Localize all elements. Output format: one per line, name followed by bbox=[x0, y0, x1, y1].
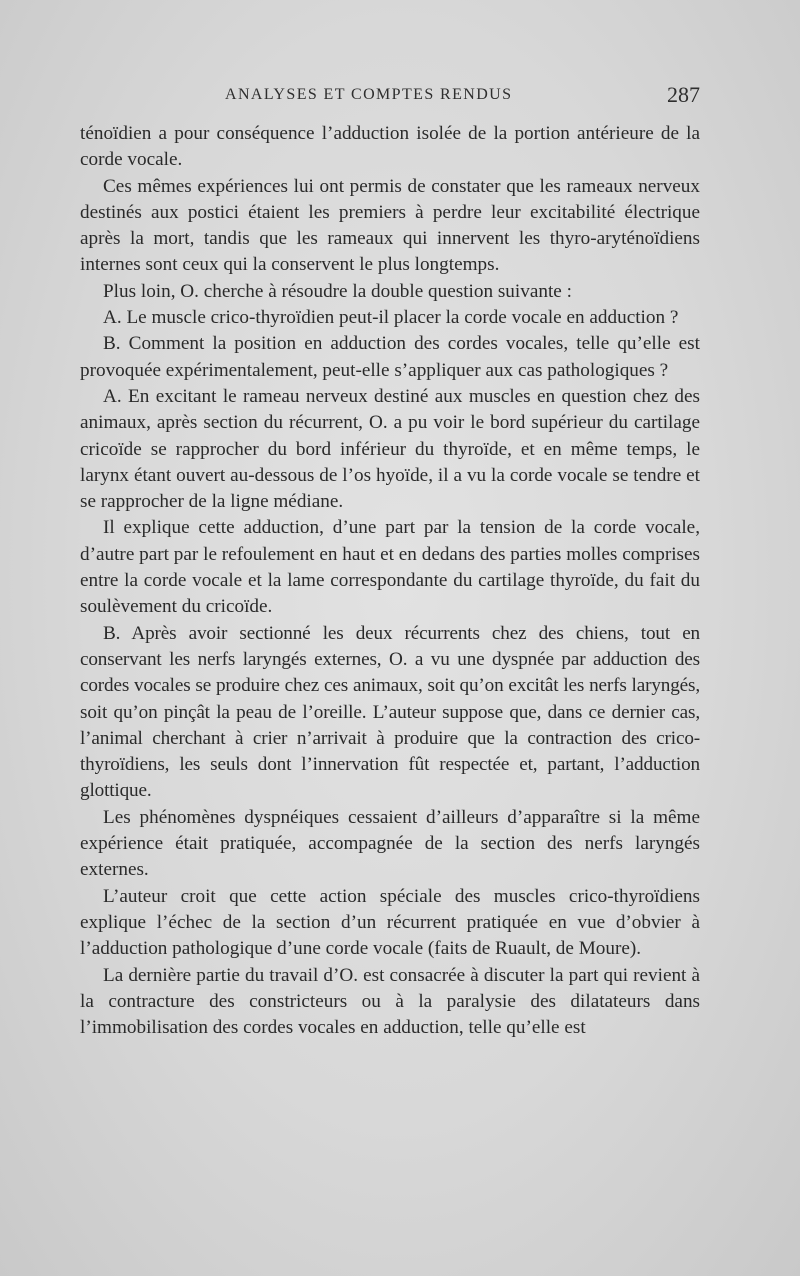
paragraph-8: B. Après avoir sectionné les deux récurrents chez des chiens, tout en conservant les nerfs laryngés externes, O. a vu une dyspnée par adduction des cordes vocales se produire chez ces animaux, soit qu’on excitât les nerfs laryngés, soit qu’on pinçât la peau de l’oreille. L’auteur suppose que, dans ce dernier cas, l’animal cherchant à crier n’arrivait à produire que la contraction des crico-thyroïdiens, les seuls dont l’innervation fût respectée et, partant, l’adduction glottique. bbox=[80, 622, 700, 802]
running-head: ANALYSES ET COMPTES RENDUS bbox=[225, 86, 513, 103]
paragraph-7: Il explique cette adduction, d’une part par la tension de la corde vocale, d’autre part par le refoulement en haut et en dedans des parties molles comprises entre la corde vocale et la lame correspondante du cartilage thyroïde, du fait du soulèvement du cricoïde. bbox=[80, 517, 700, 618]
paragraph-4: A. Le muscle crico-thyroïdien peut-il placer la corde vocale en adduction ? bbox=[103, 307, 679, 329]
body-text bbox=[80, 121, 700, 1041]
page-number: 287 bbox=[667, 82, 700, 107]
paragraph-5: B. Comment la position en adduction des cordes vocales, telle qu’elle est provoquée expérimentalement, peut-elle s’appliquer aux cas pathologiques ? bbox=[80, 333, 700, 381]
paragraph-3: Plus loin, O. cherche à résoudre la double question suivante : bbox=[103, 280, 572, 302]
paragraph-1: ténoïdien a pour conséquence l’adduction isolée de la portion antérieure de la corde vocale. bbox=[80, 123, 700, 171]
paragraph-9: Les phénomènes dyspnéiques cessaient d’ailleurs d’apparaître si la même expérience était pratiquée, accompagnée de la section des nerfs laryngés externes. bbox=[80, 806, 700, 881]
paragraph-11: La dernière partie du travail d’O. est consacrée à discuter la part qui revient à la contracture des constricteurs ou à la paralysie des dilatateurs dans l’immobilisation des cordes vocales en adduction, telle qu’elle est bbox=[80, 964, 700, 1039]
paragraph-2: Ces mêmes expériences lui ont permis de constater que les rameaux nerveux destinés aux postici étaient les premiers à perdre leur excitabilité électrique après la mort, tandis que les rameaux qui innervent les thyro-aryténoïdiens internes sont ceux qui la conservent le plus longtemps. bbox=[80, 175, 700, 276]
paragraph-10: L’auteur croit que cette action spéciale des muscles crico-thyroïdiens explique l’échec de la section d’un récurrent pratiquée en vue d’obvier à l’adduction pathologique d’une corde vocale (faits de Ruault, de Moure). bbox=[80, 885, 700, 960]
page-header bbox=[80, 82, 700, 112]
paragraph-6: A. En excitant le rameau nerveux destiné aux muscles en question chez des animaux, après section du récurrent, O. a pu voir le bord supérieur du cartilage cricoïde se rapprocher du bord inférieur du thyroïde, et en même temps, le larynx étant ouvert au-dessous de l’os hyoïde, il a vu la corde vocale se tendre et se rapprocher de la ligne médiane. bbox=[80, 385, 700, 513]
